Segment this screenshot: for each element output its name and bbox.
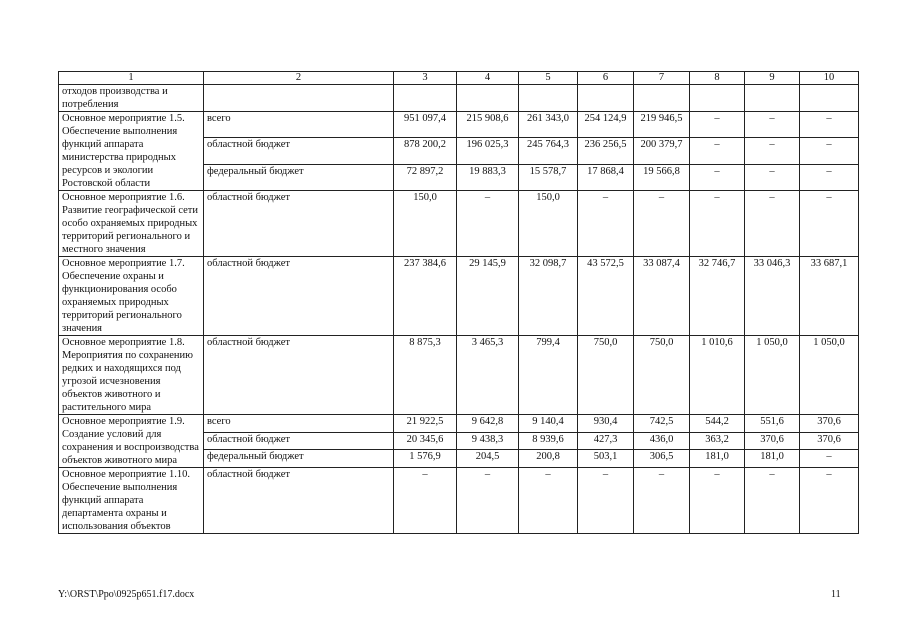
amount-cell: 3 465,3: [457, 336, 519, 415]
amount-cell: 799,4: [519, 336, 578, 415]
amount-cell: 551,6: [745, 415, 800, 433]
amount-cell: 200 379,7: [634, 138, 690, 164]
amount-cell: 8 875,3: [394, 336, 457, 415]
amount-cell: 9 438,3: [457, 432, 519, 450]
column-header-10: 10: [800, 72, 859, 85]
amount-cell: 878 200,2: [394, 138, 457, 164]
amount-cell: [519, 85, 578, 112]
table-row: [59, 257, 859, 336]
amount-cell: –: [690, 468, 745, 534]
column-header-8: 8: [690, 72, 745, 85]
page-number: 11: [831, 589, 841, 600]
funding-source-cell: областной бюджет: [204, 336, 394, 415]
activity-name-cell: Основное мероприятие 1.9. Создание условий для сохранения и воспроизводства объектов животного мира: [59, 415, 204, 468]
funding-source-cell: областной бюджет: [204, 257, 394, 336]
amount-cell: 1 576,9: [394, 450, 457, 468]
amount-cell: 33 046,3: [745, 257, 800, 336]
amount-cell: 951 097,4: [394, 112, 457, 138]
activity-name-cell: Основное мероприятие 1.8. Мероприятия по сохранению редких и находящихся под угрозой исчезновения объектов животного и растительного мира: [59, 336, 204, 415]
amount-cell: 181,0: [745, 450, 800, 468]
footer-file-path: Y:\ORST\Ppo\0925p651.f17.docx: [58, 589, 195, 600]
amount-cell: 33 087,4: [634, 257, 690, 336]
amount-cell: –: [800, 164, 859, 190]
amount-cell: 21 922,5: [394, 415, 457, 433]
amount-cell: 254 124,9: [578, 112, 634, 138]
amount-cell: 29 145,9: [457, 257, 519, 336]
amount-cell: 261 343,0: [519, 112, 578, 138]
amount-cell: 750,0: [578, 336, 634, 415]
column-header-1: 1: [59, 72, 204, 85]
amount-cell: –: [690, 164, 745, 190]
amount-cell: 363,2: [690, 432, 745, 450]
amount-cell: 750,0: [634, 336, 690, 415]
budget-table: [58, 71, 859, 534]
amount-cell: –: [745, 468, 800, 534]
amount-cell: 1 010,6: [690, 336, 745, 415]
amount-cell: –: [519, 468, 578, 534]
activity-name-cell: Основное мероприятие 1.10. Обеспечение выполнения функций аппарата департамента охраны и использования объектов: [59, 468, 204, 534]
column-header-3: 3: [394, 72, 457, 85]
amount-cell: 19 566,8: [634, 164, 690, 190]
funding-source-cell: областной бюджет: [204, 138, 394, 164]
header-row: [59, 72, 859, 85]
table-row: [59, 85, 859, 112]
amount-cell: 32 098,7: [519, 257, 578, 336]
amount-cell: 930,4: [578, 415, 634, 433]
amount-cell: 32 746,7: [690, 257, 745, 336]
amount-cell: 370,6: [800, 432, 859, 450]
funding-source-cell: всего: [204, 415, 394, 433]
amount-cell: 200,8: [519, 450, 578, 468]
amount-cell: –: [457, 468, 519, 534]
activity-name-cell: отходов производства и потребления: [59, 85, 204, 112]
amount-cell: 8 939,6: [519, 432, 578, 450]
funding-source-cell: федеральный бюджет: [204, 164, 394, 190]
amount-cell: –: [800, 112, 859, 138]
amount-cell: 33 687,1: [800, 257, 859, 336]
amount-cell: 370,6: [800, 415, 859, 433]
amount-cell: [800, 85, 859, 112]
funding-source-cell: областной бюджет: [204, 191, 394, 257]
amount-cell: 1 050,0: [800, 336, 859, 415]
activity-name-cell: Основное мероприятие 1.5. Обеспечение выполнения функций аппарата министерства природных ресурсов и экологии Ростовской области: [59, 112, 204, 191]
amount-cell: 43 572,5: [578, 257, 634, 336]
amount-cell: –: [634, 191, 690, 257]
amount-cell: [690, 85, 745, 112]
funding-source-cell: [204, 85, 394, 112]
amount-cell: 150,0: [394, 191, 457, 257]
amount-cell: [745, 85, 800, 112]
amount-cell: –: [800, 450, 859, 468]
column-header-9: 9: [745, 72, 800, 85]
amount-cell: 196 025,3: [457, 138, 519, 164]
amount-cell: 219 946,5: [634, 112, 690, 138]
table-row: [59, 191, 859, 257]
amount-cell: –: [745, 112, 800, 138]
column-header-5: 5: [519, 72, 578, 85]
amount-cell: –: [745, 191, 800, 257]
table-row: [59, 415, 859, 433]
amount-cell: 1 050,0: [745, 336, 800, 415]
amount-cell: 20 345,6: [394, 432, 457, 450]
table-header: [59, 72, 859, 85]
amount-cell: 370,6: [745, 432, 800, 450]
amount-cell: 15 578,7: [519, 164, 578, 190]
amount-cell: 204,5: [457, 450, 519, 468]
amount-cell: –: [800, 191, 859, 257]
amount-cell: 215 908,6: [457, 112, 519, 138]
funding-source-cell: областной бюджет: [204, 468, 394, 534]
amount-cell: –: [634, 468, 690, 534]
activity-name-cell: Основное мероприятие 1.6. Развитие географической сети особо охраняемых природных территорий регионального и местного значения: [59, 191, 204, 257]
amount-cell: 742,5: [634, 415, 690, 433]
amount-cell: –: [800, 468, 859, 534]
amount-cell: [457, 85, 519, 112]
amount-cell: 237 384,6: [394, 257, 457, 336]
amount-cell: [394, 85, 457, 112]
amount-cell: –: [457, 191, 519, 257]
amount-cell: –: [394, 468, 457, 534]
amount-cell: 72 897,2: [394, 164, 457, 190]
amount-cell: 436,0: [634, 432, 690, 450]
amount-cell: –: [690, 138, 745, 164]
amount-cell: –: [800, 138, 859, 164]
column-header-7: 7: [634, 72, 690, 85]
amount-cell: 427,3: [578, 432, 634, 450]
amount-cell: 544,2: [690, 415, 745, 433]
amount-cell: 306,5: [634, 450, 690, 468]
column-header-4: 4: [457, 72, 519, 85]
amount-cell: 181,0: [690, 450, 745, 468]
amount-cell: 236 256,5: [578, 138, 634, 164]
amount-cell: 150,0: [519, 191, 578, 257]
table-row: [59, 336, 859, 415]
activity-name-cell: Основное мероприятие 1.7. Обеспечение охраны и функционирования особо охраняемых природных территорий регионального значения: [59, 257, 204, 336]
amount-cell: [634, 85, 690, 112]
amount-cell: [578, 85, 634, 112]
amount-cell: –: [690, 191, 745, 257]
amount-cell: 9 642,8: [457, 415, 519, 433]
amount-cell: 19 883,3: [457, 164, 519, 190]
amount-cell: –: [578, 468, 634, 534]
table-row: [59, 112, 859, 138]
amount-cell: –: [578, 191, 634, 257]
column-header-2: 2: [204, 72, 394, 85]
amount-cell: 245 764,3: [519, 138, 578, 164]
funding-source-cell: всего: [204, 112, 394, 138]
amount-cell: –: [690, 112, 745, 138]
amount-cell: 9 140,4: [519, 415, 578, 433]
amount-cell: 17 868,4: [578, 164, 634, 190]
amount-cell: –: [745, 164, 800, 190]
table-row: [59, 468, 859, 534]
amount-cell: 503,1: [578, 450, 634, 468]
amount-cell: –: [745, 138, 800, 164]
funding-source-cell: областной бюджет: [204, 432, 394, 450]
funding-source-cell: федеральный бюджет: [204, 450, 394, 468]
table-body: [59, 85, 859, 534]
column-header-6: 6: [578, 72, 634, 85]
